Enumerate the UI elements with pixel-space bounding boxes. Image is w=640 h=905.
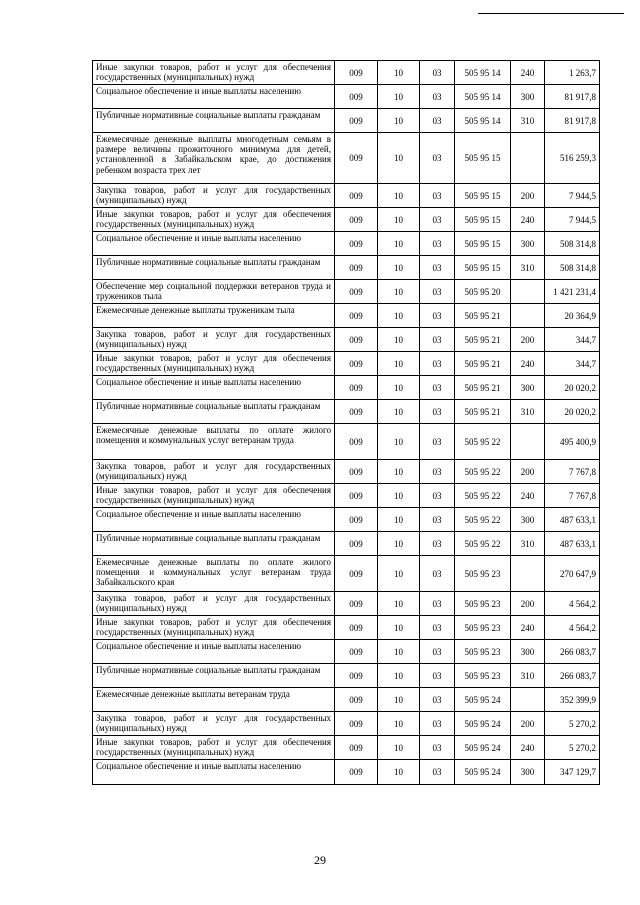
row-expense-type-code: 310: [511, 532, 545, 556]
row-target-code: 505 95 23: [455, 556, 511, 592]
row-target-code: 505 95 15: [455, 184, 511, 208]
row-subsection-code: 03: [420, 592, 455, 616]
row-expense-type-code: 200: [511, 592, 545, 616]
row-target-code: 505 95 24: [455, 736, 511, 760]
row-expense-type-code: 300: [511, 376, 545, 400]
row-name: Социальное обеспечение и иные выплаты населению: [93, 232, 335, 256]
row-ministry-code: 009: [335, 352, 378, 376]
row-section-code: 10: [378, 640, 420, 664]
row-ministry-code: 009: [335, 688, 378, 712]
row-target-code: 505 95 22: [455, 508, 511, 532]
row-section-code: 10: [378, 736, 420, 760]
row-expense-type-code: [511, 304, 545, 328]
row-ministry-code: 009: [335, 760, 378, 785]
row-subsection-code: 03: [420, 712, 455, 736]
row-subsection-code: 03: [420, 664, 455, 688]
row-section-code: 10: [378, 109, 420, 133]
row-subsection-code: 03: [420, 640, 455, 664]
row-ministry-code: 009: [335, 616, 378, 640]
row-target-code: 505 95 23: [455, 616, 511, 640]
table-row: [93, 664, 600, 688]
table-row: [93, 556, 600, 592]
table-row: [93, 640, 600, 664]
row-name: Закупка товаров, работ и услуг для государственных (муниципальных) нужд: [93, 712, 335, 736]
row-name: Публичные нормативные социальные выплаты гражданам: [93, 664, 335, 688]
row-amount: 7 767,8: [545, 484, 600, 508]
table-row: [93, 616, 600, 640]
table-row: [93, 232, 600, 256]
row-subsection-code: 03: [420, 460, 455, 484]
row-subsection-code: 03: [420, 232, 455, 256]
row-target-code: 505 95 21: [455, 304, 511, 328]
row-expense-type-code: 300: [511, 232, 545, 256]
row-target-code: 505 95 24: [455, 688, 511, 712]
row-target-code: 505 95 14: [455, 85, 511, 109]
row-expense-type-code: 300: [511, 508, 545, 532]
row-amount: 266 083,7: [545, 640, 600, 664]
row-name: Социальное обеспечение и иные выплаты населению: [93, 508, 335, 532]
budget-table: [92, 60, 600, 785]
row-target-code: 505 95 22: [455, 532, 511, 556]
row-name: Иные закупки товаров, работ и услуг для обеспечения государственных (муниципальных) нужд: [93, 736, 335, 760]
row-name: Ежемесячные денежные выплаты труженикам тыла: [93, 304, 335, 328]
row-name: Ежемесячные денежные выплаты по оплате жилого помещения и коммунальных услуг ветеранам труда Забайкальского края: [93, 556, 335, 592]
table-row: [93, 736, 600, 760]
row-section-code: 10: [378, 280, 420, 304]
row-amount: 344,7: [545, 328, 600, 352]
row-name: Публичные нормативные социальные выплаты гражданам: [93, 256, 335, 280]
table-row: [93, 712, 600, 736]
row-name: Социальное обеспечение и иные выплаты населению: [93, 85, 335, 109]
row-subsection-code: 03: [420, 508, 455, 532]
row-amount: 81 917,8: [545, 85, 600, 109]
row-expense-type-code: 240: [511, 61, 545, 85]
table-row: [93, 328, 600, 352]
row-amount: 487 633,1: [545, 508, 600, 532]
row-target-code: 505 95 21: [455, 352, 511, 376]
row-subsection-code: 03: [420, 424, 455, 460]
row-target-code: 505 95 22: [455, 424, 511, 460]
row-name: Закупка товаров, работ и услуг для государственных (муниципальных) нужд: [93, 328, 335, 352]
row-expense-type-code: 200: [511, 184, 545, 208]
row-section-code: 10: [378, 85, 420, 109]
row-subsection-code: 03: [420, 484, 455, 508]
row-expense-type-code: 310: [511, 256, 545, 280]
row-expense-type-code: 310: [511, 664, 545, 688]
row-section-code: 10: [378, 376, 420, 400]
row-ministry-code: 009: [335, 424, 378, 460]
row-subsection-code: 03: [420, 556, 455, 592]
row-section-code: 10: [378, 61, 420, 85]
row-name: Иные закупки товаров, работ и услуг для обеспечения государственных (муниципальных) нужд: [93, 616, 335, 640]
row-amount: 344,7: [545, 352, 600, 376]
row-target-code: 505 95 15: [455, 208, 511, 232]
row-section-code: 10: [378, 400, 420, 424]
row-expense-type-code: 240: [511, 208, 545, 232]
row-section-code: 10: [378, 616, 420, 640]
row-amount: 20 364,9: [545, 304, 600, 328]
row-ministry-code: 009: [335, 133, 378, 184]
row-subsection-code: 03: [420, 280, 455, 304]
row-subsection-code: 03: [420, 736, 455, 760]
row-target-code: 505 95 21: [455, 400, 511, 424]
row-name: Публичные нормативные социальные выплаты гражданам: [93, 109, 335, 133]
row-target-code: 505 95 24: [455, 760, 511, 785]
table-row: [93, 592, 600, 616]
table-row: [93, 304, 600, 328]
row-section-code: 10: [378, 460, 420, 484]
row-target-code: 505 95 14: [455, 61, 511, 85]
table-row: [93, 424, 600, 460]
row-amount: 7 767,8: [545, 460, 600, 484]
table-row: [93, 133, 600, 184]
row-expense-type-code: [511, 424, 545, 460]
row-name: Социальное обеспечение и иные выплаты населению: [93, 376, 335, 400]
row-section-code: 10: [378, 712, 420, 736]
row-section-code: 10: [378, 664, 420, 688]
row-section-code: 10: [378, 532, 420, 556]
row-section-code: 10: [378, 484, 420, 508]
row-name: Ежемесячные денежные выплаты ветеранам труда: [93, 688, 335, 712]
row-target-code: 505 95 14: [455, 109, 511, 133]
row-amount: 4 564,2: [545, 592, 600, 616]
row-subsection-code: 03: [420, 760, 455, 785]
row-amount: 352 399,9: [545, 688, 600, 712]
row-name: Иные закупки товаров, работ и услуг для обеспечения государственных (муниципальных) нужд: [93, 484, 335, 508]
row-ministry-code: 009: [335, 484, 378, 508]
row-ministry-code: 009: [335, 640, 378, 664]
table-row: [93, 760, 600, 785]
row-ministry-code: 009: [335, 592, 378, 616]
row-amount: 20 020,2: [545, 376, 600, 400]
row-subsection-code: 03: [420, 109, 455, 133]
row-target-code: 505 95 21: [455, 376, 511, 400]
row-subsection-code: 03: [420, 532, 455, 556]
row-subsection-code: 03: [420, 208, 455, 232]
row-amount: 20 020,2: [545, 400, 600, 424]
row-ministry-code: 009: [335, 736, 378, 760]
row-target-code: 505 95 23: [455, 640, 511, 664]
row-section-code: 10: [378, 352, 420, 376]
row-ministry-code: 009: [335, 508, 378, 532]
row-name: Ежемесячные денежные выплаты многодетным семьям в размере величины прожиточного минимума для детей, установленной в Забайкальском крае, до достижения ребенком возраста трех лет: [93, 133, 335, 184]
row-ministry-code: 009: [335, 61, 378, 85]
row-expense-type-code: [511, 280, 545, 304]
row-ministry-code: 009: [335, 712, 378, 736]
row-target-code: 505 95 22: [455, 484, 511, 508]
header-rule: [478, 13, 624, 14]
row-expense-type-code: 300: [511, 760, 545, 785]
row-section-code: 10: [378, 304, 420, 328]
row-target-code: 505 95 22: [455, 460, 511, 484]
row-name: Ежемесячные денежные выплаты по оплате жилого помещения и коммунальных услуг ветеранам труда: [93, 424, 335, 460]
row-expense-type-code: 200: [511, 712, 545, 736]
row-section-code: 10: [378, 133, 420, 184]
row-ministry-code: 009: [335, 328, 378, 352]
row-expense-type-code: 200: [511, 328, 545, 352]
row-subsection-code: 03: [420, 400, 455, 424]
table-row: [93, 400, 600, 424]
row-target-code: 505 95 15: [455, 256, 511, 280]
row-name: Закупка товаров, работ и услуг для государственных (муниципальных) нужд: [93, 592, 335, 616]
row-expense-type-code: 310: [511, 400, 545, 424]
row-target-code: 505 95 21: [455, 328, 511, 352]
row-section-code: 10: [378, 688, 420, 712]
row-ministry-code: 009: [335, 460, 378, 484]
row-ministry-code: 009: [335, 304, 378, 328]
row-expense-type-code: 300: [511, 85, 545, 109]
row-name: Иные закупки товаров, работ и услуг для обеспечения государственных (муниципальных) нужд: [93, 61, 335, 85]
row-subsection-code: 03: [420, 256, 455, 280]
row-target-code: 505 95 15: [455, 133, 511, 184]
table-row: [93, 184, 600, 208]
row-name: Иные закупки товаров, работ и услуг для обеспечения государственных (муниципальных) нужд: [93, 352, 335, 376]
table-row: [93, 109, 600, 133]
row-section-code: 10: [378, 592, 420, 616]
row-subsection-code: 03: [420, 376, 455, 400]
row-amount: 508 314,8: [545, 256, 600, 280]
row-target-code: 505 95 20: [455, 280, 511, 304]
row-ministry-code: 009: [335, 664, 378, 688]
row-amount: 508 314,8: [545, 232, 600, 256]
row-expense-type-code: [511, 556, 545, 592]
row-ministry-code: 009: [335, 556, 378, 592]
row-subsection-code: 03: [420, 328, 455, 352]
row-expense-type-code: 310: [511, 109, 545, 133]
row-name: Иные закупки товаров, работ и услуг для обеспечения государственных (муниципальных) нужд: [93, 208, 335, 232]
row-expense-type-code: [511, 133, 545, 184]
row-subsection-code: 03: [420, 688, 455, 712]
row-target-code: 505 95 15: [455, 232, 511, 256]
row-subsection-code: 03: [420, 616, 455, 640]
row-ministry-code: 009: [335, 184, 378, 208]
row-target-code: 505 95 24: [455, 712, 511, 736]
row-section-code: 10: [378, 256, 420, 280]
row-amount: 266 083,7: [545, 664, 600, 688]
table-row: [93, 208, 600, 232]
row-amount: 487 633,1: [545, 532, 600, 556]
row-name: Закупка товаров, работ и услуг для государственных (муниципальных) нужд: [93, 184, 335, 208]
row-amount: 347 129,7: [545, 760, 600, 785]
row-section-code: 10: [378, 508, 420, 532]
row-ministry-code: 009: [335, 109, 378, 133]
table-row: [93, 256, 600, 280]
row-subsection-code: 03: [420, 304, 455, 328]
table-row: [93, 280, 600, 304]
row-expense-type-code: 240: [511, 616, 545, 640]
row-expense-type-code: 200: [511, 460, 545, 484]
table-row: [93, 508, 600, 532]
row-ministry-code: 009: [335, 85, 378, 109]
row-subsection-code: 03: [420, 61, 455, 85]
row-name: Обеспечение мер социальной поддержки ветеранов труда и тружеников тыла: [93, 280, 335, 304]
row-amount: 516 259,3: [545, 133, 600, 184]
row-amount: 1 421 231,4: [545, 280, 600, 304]
row-ministry-code: 009: [335, 232, 378, 256]
row-subsection-code: 03: [420, 352, 455, 376]
row-expense-type-code: [511, 688, 545, 712]
row-amount: 5 270,2: [545, 736, 600, 760]
row-section-code: 10: [378, 760, 420, 785]
row-expense-type-code: 240: [511, 352, 545, 376]
row-ministry-code: 009: [335, 208, 378, 232]
row-target-code: 505 95 23: [455, 592, 511, 616]
row-ministry-code: 009: [335, 280, 378, 304]
row-section-code: 10: [378, 328, 420, 352]
row-ministry-code: 009: [335, 400, 378, 424]
row-amount: 1 263,7: [545, 61, 600, 85]
row-section-code: 10: [378, 556, 420, 592]
row-name: Социальное обеспечение и иные выплаты населению: [93, 760, 335, 785]
row-amount: 4 564,2: [545, 616, 600, 640]
row-amount: 270 647,9: [545, 556, 600, 592]
row-section-code: 10: [378, 232, 420, 256]
table-row: [93, 484, 600, 508]
row-name: Социальное обеспечение и иные выплаты населению: [93, 640, 335, 664]
table-row: [93, 85, 600, 109]
row-ministry-code: 009: [335, 256, 378, 280]
row-subsection-code: 03: [420, 133, 455, 184]
budget-table-body: [93, 61, 600, 785]
row-ministry-code: 009: [335, 376, 378, 400]
row-amount: 7 944,5: [545, 184, 600, 208]
table-row: [93, 460, 600, 484]
row-expense-type-code: 240: [511, 736, 545, 760]
row-amount: 495 400,9: [545, 424, 600, 460]
table-row: [93, 61, 600, 85]
row-amount: 5 270,2: [545, 712, 600, 736]
row-name: Закупка товаров, работ и услуг для государственных (муниципальных) нужд: [93, 460, 335, 484]
table-row: [93, 376, 600, 400]
table-row: [93, 688, 600, 712]
row-amount: 81 917,8: [545, 109, 600, 133]
row-name: Публичные нормативные социальные выплаты гражданам: [93, 532, 335, 556]
row-expense-type-code: 240: [511, 484, 545, 508]
row-section-code: 10: [378, 208, 420, 232]
table-row: [93, 352, 600, 376]
page-number: 29: [314, 853, 326, 867]
row-target-code: 505 95 23: [455, 664, 511, 688]
row-section-code: 10: [378, 424, 420, 460]
row-expense-type-code: 300: [511, 640, 545, 664]
row-name: Публичные нормативные социальные выплаты гражданам: [93, 400, 335, 424]
row-subsection-code: 03: [420, 85, 455, 109]
row-amount: 7 944,5: [545, 208, 600, 232]
row-subsection-code: 03: [420, 184, 455, 208]
row-ministry-code: 009: [335, 532, 378, 556]
table-row: [93, 532, 600, 556]
row-section-code: 10: [378, 184, 420, 208]
